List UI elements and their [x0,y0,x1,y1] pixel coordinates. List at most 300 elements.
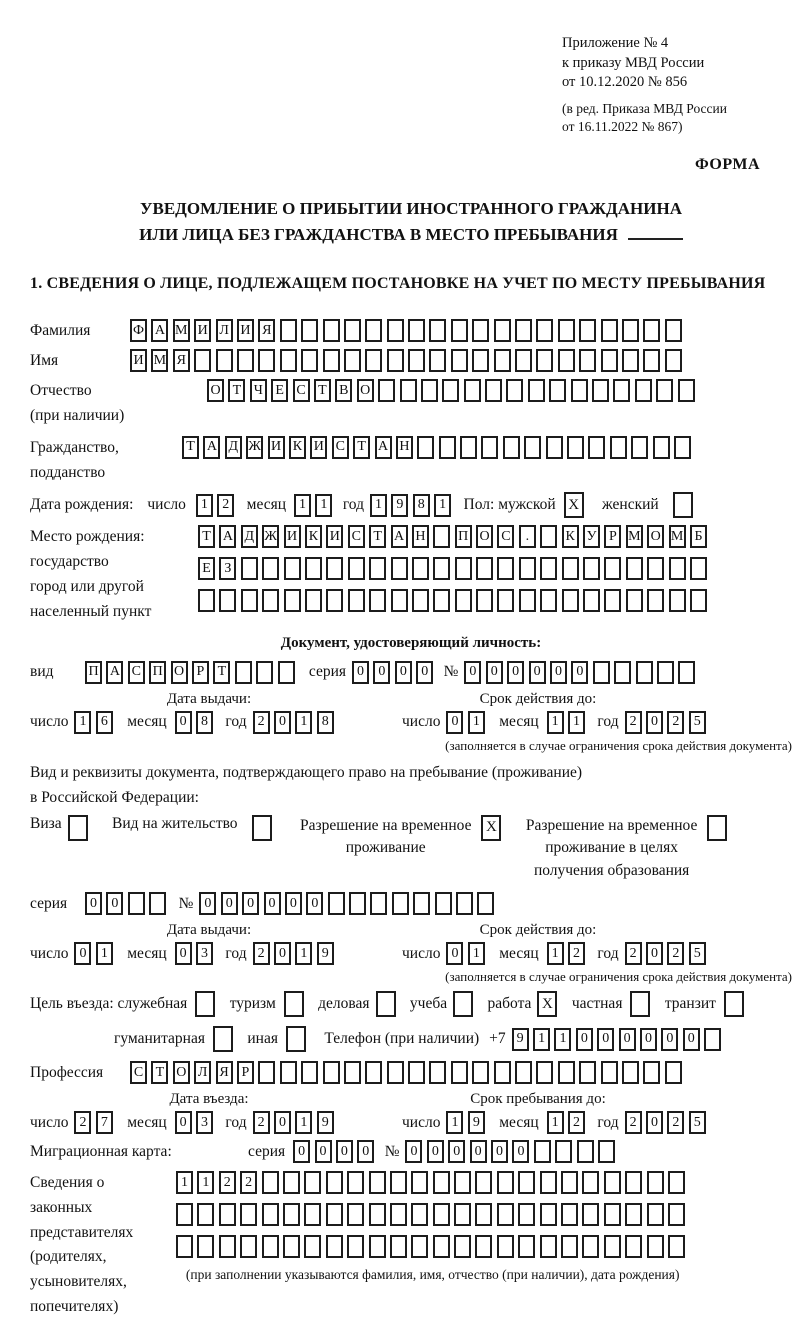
purpose-work-checkbox[interactable]: X [537,991,557,1017]
representative-cell[interactable] [326,1171,343,1194]
id-series-cell[interactable]: 0 [395,661,412,684]
patronymic-cell[interactable] [571,379,588,402]
birthplace-cell[interactable] [433,589,450,612]
patronymic-cell[interactable]: Т [314,379,331,402]
id-issue-year-cell[interactable]: 1 [295,711,312,734]
profession-cell[interactable] [515,1061,532,1084]
surname-cell[interactable] [387,319,404,342]
representative-cell[interactable] [561,1235,578,1258]
id-number-cell[interactable]: 0 [571,661,588,684]
given-name-cell[interactable] [472,349,489,372]
birthplace-cell[interactable] [540,589,557,612]
representative-cell[interactable] [518,1235,535,1258]
id-issue-month-cell[interactable]: 0 [175,711,192,734]
birthplace-cell[interactable] [669,557,686,580]
id-issue-day-cell[interactable]: 1 [74,711,91,734]
birthplace-cell[interactable] [219,589,236,612]
representative-cell[interactable] [219,1235,236,1258]
surname-cell[interactable] [601,319,618,342]
phone-cell[interactable]: 1 [533,1028,550,1051]
birthplace-cell[interactable] [326,557,343,580]
id-number-cell[interactable]: 0 [529,661,546,684]
citizenship-cell[interactable] [439,436,456,459]
representative-cell[interactable] [369,1171,386,1194]
profession-cell[interactable] [536,1061,553,1084]
surname-cell[interactable] [665,319,682,342]
birthplace-cell[interactable] [241,589,258,612]
profession-cell[interactable] [665,1061,682,1084]
given-name-cell[interactable] [558,349,575,372]
male-checkbox[interactable]: X [564,492,584,518]
representative-cell[interactable] [561,1171,578,1194]
representative-cell[interactable] [540,1171,557,1194]
representative-cell[interactable] [219,1203,236,1226]
representative-cell[interactable] [240,1235,257,1258]
profession-cell[interactable] [451,1061,468,1084]
representative-cell[interactable]: 2 [219,1171,236,1194]
representative-cell[interactable] [518,1171,535,1194]
birthplace-cell[interactable] [604,589,621,612]
id-type-cell[interactable]: О [171,661,188,684]
birthplace-cell[interactable] [284,589,301,612]
birthplace-cell[interactable] [647,589,664,612]
surname-cell[interactable] [579,319,596,342]
patronymic-cell[interactable] [549,379,566,402]
entry-month-cell[interactable]: 0 [175,1111,192,1134]
citizenship-cell[interactable]: И [268,436,285,459]
birthplace-cell[interactable] [626,589,643,612]
representative-cell[interactable] [668,1171,685,1194]
given-name-cell[interactable] [216,349,233,372]
migcard-number-cell[interactable] [534,1140,551,1163]
birthplace-cell[interactable]: И [284,525,301,548]
representative-cell[interactable] [454,1235,471,1258]
given-name-cell[interactable] [579,349,596,372]
permit-valid-month-cell[interactable]: 2 [568,942,585,965]
representative-cell[interactable] [176,1203,193,1226]
id-valid-year-cell[interactable]: 2 [625,711,642,734]
birthplace-cell[interactable] [540,525,557,548]
surname-cell[interactable]: Л [216,319,233,342]
birthplace-cell[interactable] [669,589,686,612]
permit-number-cell[interactable] [435,892,452,915]
profession-cell[interactable]: С [130,1061,147,1084]
birthplace-cell[interactable] [198,589,215,612]
given-name-cell[interactable] [429,349,446,372]
birthplace-cell[interactable] [412,557,429,580]
stay-year-cell[interactable]: 5 [689,1111,706,1134]
permit-valid-month-cell[interactable]: 1 [547,942,564,965]
birthplace-cell[interactable] [647,557,664,580]
birthplace-cell[interactable] [369,589,386,612]
birthplace-cell[interactable]: С [497,525,514,548]
profession-cell[interactable] [429,1061,446,1084]
citizenship-cell[interactable] [567,436,584,459]
representative-cell[interactable] [604,1235,621,1258]
birthplace-cell[interactable]: С [348,525,365,548]
representative-cell[interactable] [518,1203,535,1226]
migcard-number-cell[interactable]: 0 [491,1140,508,1163]
id-type-cell[interactable]: С [128,661,145,684]
given-name-cell[interactable] [237,349,254,372]
profession-cell[interactable] [579,1061,596,1084]
id-number-cell[interactable]: 0 [507,661,524,684]
representative-cell[interactable] [497,1171,514,1194]
permit-issue-year-cell[interactable]: 0 [274,942,291,965]
entry-day-cell[interactable]: 2 [74,1111,91,1134]
citizenship-cell[interactable] [610,436,627,459]
birthplace-cell[interactable]: А [219,525,236,548]
migcard-series-cell[interactable]: 0 [336,1140,353,1163]
permit-issue-month-cell[interactable]: 0 [175,942,192,965]
patronymic-cell[interactable] [528,379,545,402]
representative-cell[interactable] [454,1203,471,1226]
birthplace-cell[interactable] [305,589,322,612]
representative-cell[interactable] [625,1203,642,1226]
representative-cell[interactable]: 2 [240,1171,257,1194]
entry-year-cell[interactable]: 2 [253,1111,270,1134]
permit-issue-year-cell[interactable]: 9 [317,942,334,965]
citizenship-cell[interactable] [546,436,563,459]
representative-cell[interactable]: 1 [197,1171,214,1194]
surname-cell[interactable] [643,319,660,342]
purpose-other-checkbox[interactable] [286,1026,306,1052]
id-valid-month-cell[interactable]: 1 [568,711,585,734]
birthplace-cell[interactable] [262,557,279,580]
id-series-cell[interactable]: 0 [352,661,369,684]
birthplace-cell[interactable] [519,589,536,612]
given-name-cell[interactable] [536,349,553,372]
representative-cell[interactable] [497,1203,514,1226]
given-name-cell[interactable] [408,349,425,372]
surname-cell[interactable] [472,319,489,342]
female-checkbox[interactable] [673,492,693,518]
id-issue-year-cell[interactable]: 8 [317,711,334,734]
representative-cell[interactable] [475,1171,492,1194]
permit-number-cell[interactable]: 0 [264,892,281,915]
migcard-number-cell[interactable]: 0 [427,1140,444,1163]
representative-cell[interactable] [433,1203,450,1226]
citizenship-cell[interactable] [631,436,648,459]
birthplace-cell[interactable]: Ж [262,525,279,548]
temp-residence-edu-checkbox[interactable] [707,815,727,841]
migcard-number-cell[interactable]: 0 [470,1140,487,1163]
surname-cell[interactable] [494,319,511,342]
phone-cell[interactable]: 0 [619,1028,636,1051]
birthplace-cell[interactable] [305,557,322,580]
id-type-cell[interactable]: Р [192,661,209,684]
birthplace-cell[interactable]: И [326,525,343,548]
birth-day-cell[interactable]: 2 [217,494,234,517]
surname-cell[interactable] [408,319,425,342]
birthplace-cell[interactable] [433,557,450,580]
representative-cell[interactable] [604,1171,621,1194]
phone-cell[interactable]: 0 [597,1028,614,1051]
id-issue-year-cell[interactable]: 2 [253,711,270,734]
purpose-transit-checkbox[interactable] [724,991,744,1017]
id-series-cell[interactable]: 0 [373,661,390,684]
id-number-cell[interactable] [614,661,631,684]
representative-cell[interactable] [433,1235,450,1258]
given-name-cell[interactable] [194,349,211,372]
profession-cell[interactable] [323,1061,340,1084]
patronymic-cell[interactable] [442,379,459,402]
permit-number-cell[interactable]: 0 [306,892,323,915]
phone-cell[interactable]: 9 [512,1028,529,1051]
citizenship-cell[interactable] [460,436,477,459]
citizenship-cell[interactable] [524,436,541,459]
patronymic-cell[interactable] [506,379,523,402]
given-name-cell[interactable] [665,349,682,372]
birthplace-cell[interactable] [348,589,365,612]
entry-month-cell[interactable]: 3 [196,1111,213,1134]
representative-cell[interactable] [326,1235,343,1258]
representative-cell[interactable] [540,1203,557,1226]
patronymic-cell[interactable] [613,379,630,402]
patronymic-cell[interactable] [592,379,609,402]
birthplace-cell[interactable] [519,557,536,580]
permit-issue-year-cell[interactable]: 1 [295,942,312,965]
representative-cell[interactable] [197,1203,214,1226]
purpose-business-checkbox[interactable] [376,991,396,1017]
patronymic-cell[interactable] [635,379,652,402]
profession-cell[interactable]: Я [216,1061,233,1084]
id-number-cell[interactable]: 0 [550,661,567,684]
surname-cell[interactable] [365,319,382,342]
representative-cell[interactable] [411,1203,428,1226]
birthplace-cell[interactable]: Д [241,525,258,548]
entry-year-cell[interactable]: 9 [317,1111,334,1134]
id-valid-month-cell[interactable]: 1 [547,711,564,734]
representative-cell[interactable] [411,1171,428,1194]
permit-number-cell[interactable] [349,892,366,915]
given-name-cell[interactable] [494,349,511,372]
purpose-humanitarian-checkbox[interactable] [213,1026,233,1052]
birthplace-cell[interactable]: М [626,525,643,548]
surname-cell[interactable]: И [237,319,254,342]
permit-issue-month-cell[interactable]: 3 [196,942,213,965]
given-name-cell[interactable] [365,349,382,372]
permit-issue-day-cell[interactable]: 0 [74,942,91,965]
representative-cell[interactable] [540,1235,557,1258]
representative-cell[interactable] [475,1203,492,1226]
stay-year-cell[interactable]: 2 [667,1111,684,1134]
citizenship-cell[interactable]: А [375,436,392,459]
permit-number-cell[interactable] [370,892,387,915]
entry-day-cell[interactable]: 7 [96,1111,113,1134]
surname-cell[interactable]: Ф [130,319,147,342]
citizenship-cell[interactable] [503,436,520,459]
patronymic-cell[interactable] [656,379,673,402]
profession-cell[interactable] [472,1061,489,1084]
representative-cell[interactable] [561,1203,578,1226]
representative-cell[interactable] [262,1171,279,1194]
birthplace-cell[interactable]: А [391,525,408,548]
phone-cell[interactable]: 0 [640,1028,657,1051]
id-type-cell[interactable]: Т [213,661,230,684]
stay-day-cell[interactable]: 1 [446,1111,463,1134]
representative-cell[interactable] [197,1235,214,1258]
birthplace-cell[interactable] [412,589,429,612]
birthplace-cell[interactable] [583,557,600,580]
birthplace-cell[interactable] [262,589,279,612]
profession-cell[interactable] [258,1061,275,1084]
birthplace-cell[interactable] [284,557,301,580]
citizenship-cell[interactable] [588,436,605,459]
permit-series-cell[interactable]: 0 [106,892,123,915]
representative-cell[interactable] [647,1235,664,1258]
given-name-cell[interactable] [622,349,639,372]
representative-cell[interactable] [497,1235,514,1258]
migcard-series-cell[interactable]: 0 [293,1140,310,1163]
id-type-cell[interactable] [235,661,252,684]
citizenship-cell[interactable]: Н [396,436,413,459]
birthplace-cell[interactable] [241,557,258,580]
id-series-cell[interactable]: 0 [416,661,433,684]
birthplace-cell[interactable] [391,589,408,612]
representative-cell[interactable] [582,1203,599,1226]
representative-cell[interactable] [604,1203,621,1226]
given-name-cell[interactable] [601,349,618,372]
representative-cell[interactable] [390,1203,407,1226]
given-name-cell[interactable] [323,349,340,372]
patronymic-cell[interactable] [378,379,395,402]
patronymic-cell[interactable]: В [335,379,352,402]
profession-cell[interactable]: Т [151,1061,168,1084]
visa-checkbox[interactable] [68,815,88,841]
birthplace-cell[interactable] [604,557,621,580]
surname-cell[interactable]: И [194,319,211,342]
birth-year-cell[interactable]: 8 [413,494,430,517]
citizenship-cell[interactable] [481,436,498,459]
patronymic-cell[interactable]: О [357,379,374,402]
representative-cell[interactable] [647,1203,664,1226]
birthplace-cell[interactable] [690,557,707,580]
representative-cell[interactable] [347,1235,364,1258]
surname-cell[interactable] [301,319,318,342]
migcard-number-cell[interactable] [555,1140,572,1163]
citizenship-cell[interactable]: К [289,436,306,459]
permit-number-cell[interactable]: 0 [221,892,238,915]
id-type-cell[interactable]: А [106,661,123,684]
permit-valid-year-cell[interactable]: 0 [646,942,663,965]
representative-cell[interactable] [390,1235,407,1258]
profession-cell[interactable]: О [173,1061,190,1084]
birthplace-cell[interactable]: К [305,525,322,548]
permit-valid-year-cell[interactable]: 2 [667,942,684,965]
permit-valid-year-cell[interactable]: 5 [689,942,706,965]
birthplace-cell[interactable] [583,589,600,612]
representative-cell[interactable] [326,1203,343,1226]
id-number-cell[interactable] [636,661,653,684]
profession-cell[interactable] [301,1061,318,1084]
birthplace-cell[interactable]: . [519,525,536,548]
birthplace-cell[interactable] [562,557,579,580]
birthplace-cell[interactable] [497,589,514,612]
birth-day-cell[interactable]: 1 [196,494,213,517]
birthplace-cell[interactable] [369,557,386,580]
id-valid-day-cell[interactable]: 0 [446,711,463,734]
purpose-study-checkbox[interactable] [453,991,473,1017]
migcard-number-cell[interactable] [577,1140,594,1163]
surname-cell[interactable] [280,319,297,342]
birthplace-cell[interactable]: У [583,525,600,548]
birth-month-cell[interactable]: 1 [315,494,332,517]
representative-cell[interactable] [347,1171,364,1194]
id-issue-day-cell[interactable]: 6 [96,711,113,734]
birthplace-cell[interactable]: К [562,525,579,548]
given-name-cell[interactable] [451,349,468,372]
id-valid-year-cell[interactable]: 5 [689,711,706,734]
given-name-cell[interactable] [643,349,660,372]
birthplace-cell[interactable] [690,589,707,612]
citizenship-cell[interactable]: С [332,436,349,459]
representative-cell[interactable] [240,1203,257,1226]
surname-cell[interactable] [323,319,340,342]
birthplace-cell[interactable] [562,589,579,612]
birthplace-cell[interactable]: Р [604,525,621,548]
permit-number-cell[interactable]: 0 [242,892,259,915]
representative-cell[interactable] [369,1235,386,1258]
patronymic-cell[interactable] [678,379,695,402]
representative-cell[interactable] [262,1203,279,1226]
given-name-cell[interactable] [301,349,318,372]
representative-cell[interactable]: 1 [176,1171,193,1194]
given-name-cell[interactable] [387,349,404,372]
representative-cell[interactable] [582,1235,599,1258]
profession-cell[interactable]: Р [237,1061,254,1084]
id-type-cell[interactable]: П [149,661,166,684]
permit-valid-day-cell[interactable]: 1 [468,942,485,965]
surname-cell[interactable]: А [151,319,168,342]
birthplace-cell[interactable]: З [219,557,236,580]
id-issue-month-cell[interactable]: 8 [196,711,213,734]
birth-year-cell[interactable]: 1 [370,494,387,517]
birthplace-cell[interactable] [626,557,643,580]
citizenship-cell[interactable]: Ж [246,436,263,459]
birth-year-cell[interactable]: 1 [434,494,451,517]
temp-residence-checkbox[interactable]: X [481,815,501,841]
patronymic-cell[interactable] [485,379,502,402]
id-number-cell[interactable] [657,661,674,684]
phone-cell[interactable] [704,1028,721,1051]
representative-cell[interactable] [475,1235,492,1258]
entry-year-cell[interactable]: 1 [295,1111,312,1134]
permit-valid-day-cell[interactable]: 0 [446,942,463,965]
phone-cell[interactable]: 0 [683,1028,700,1051]
stay-year-cell[interactable]: 0 [646,1111,663,1134]
surname-cell[interactable]: М [173,319,190,342]
representative-cell[interactable] [582,1171,599,1194]
birthplace-cell[interactable] [348,557,365,580]
profession-cell[interactable] [601,1061,618,1084]
birthplace-cell[interactable]: П [455,525,472,548]
profession-cell[interactable] [387,1061,404,1084]
permit-issue-year-cell[interactable]: 2 [253,942,270,965]
surname-cell[interactable] [622,319,639,342]
given-name-cell[interactable] [280,349,297,372]
patronymic-cell[interactable] [464,379,481,402]
birthplace-cell[interactable] [455,589,472,612]
permit-series-cell[interactable] [149,892,166,915]
phone-cell[interactable]: 1 [554,1028,571,1051]
stay-month-cell[interactable]: 2 [568,1111,585,1134]
migcard-series-cell[interactable]: 0 [357,1140,374,1163]
surname-cell[interactable] [515,319,532,342]
profession-cell[interactable] [344,1061,361,1084]
representative-cell[interactable] [283,1171,300,1194]
representative-cell[interactable] [625,1171,642,1194]
